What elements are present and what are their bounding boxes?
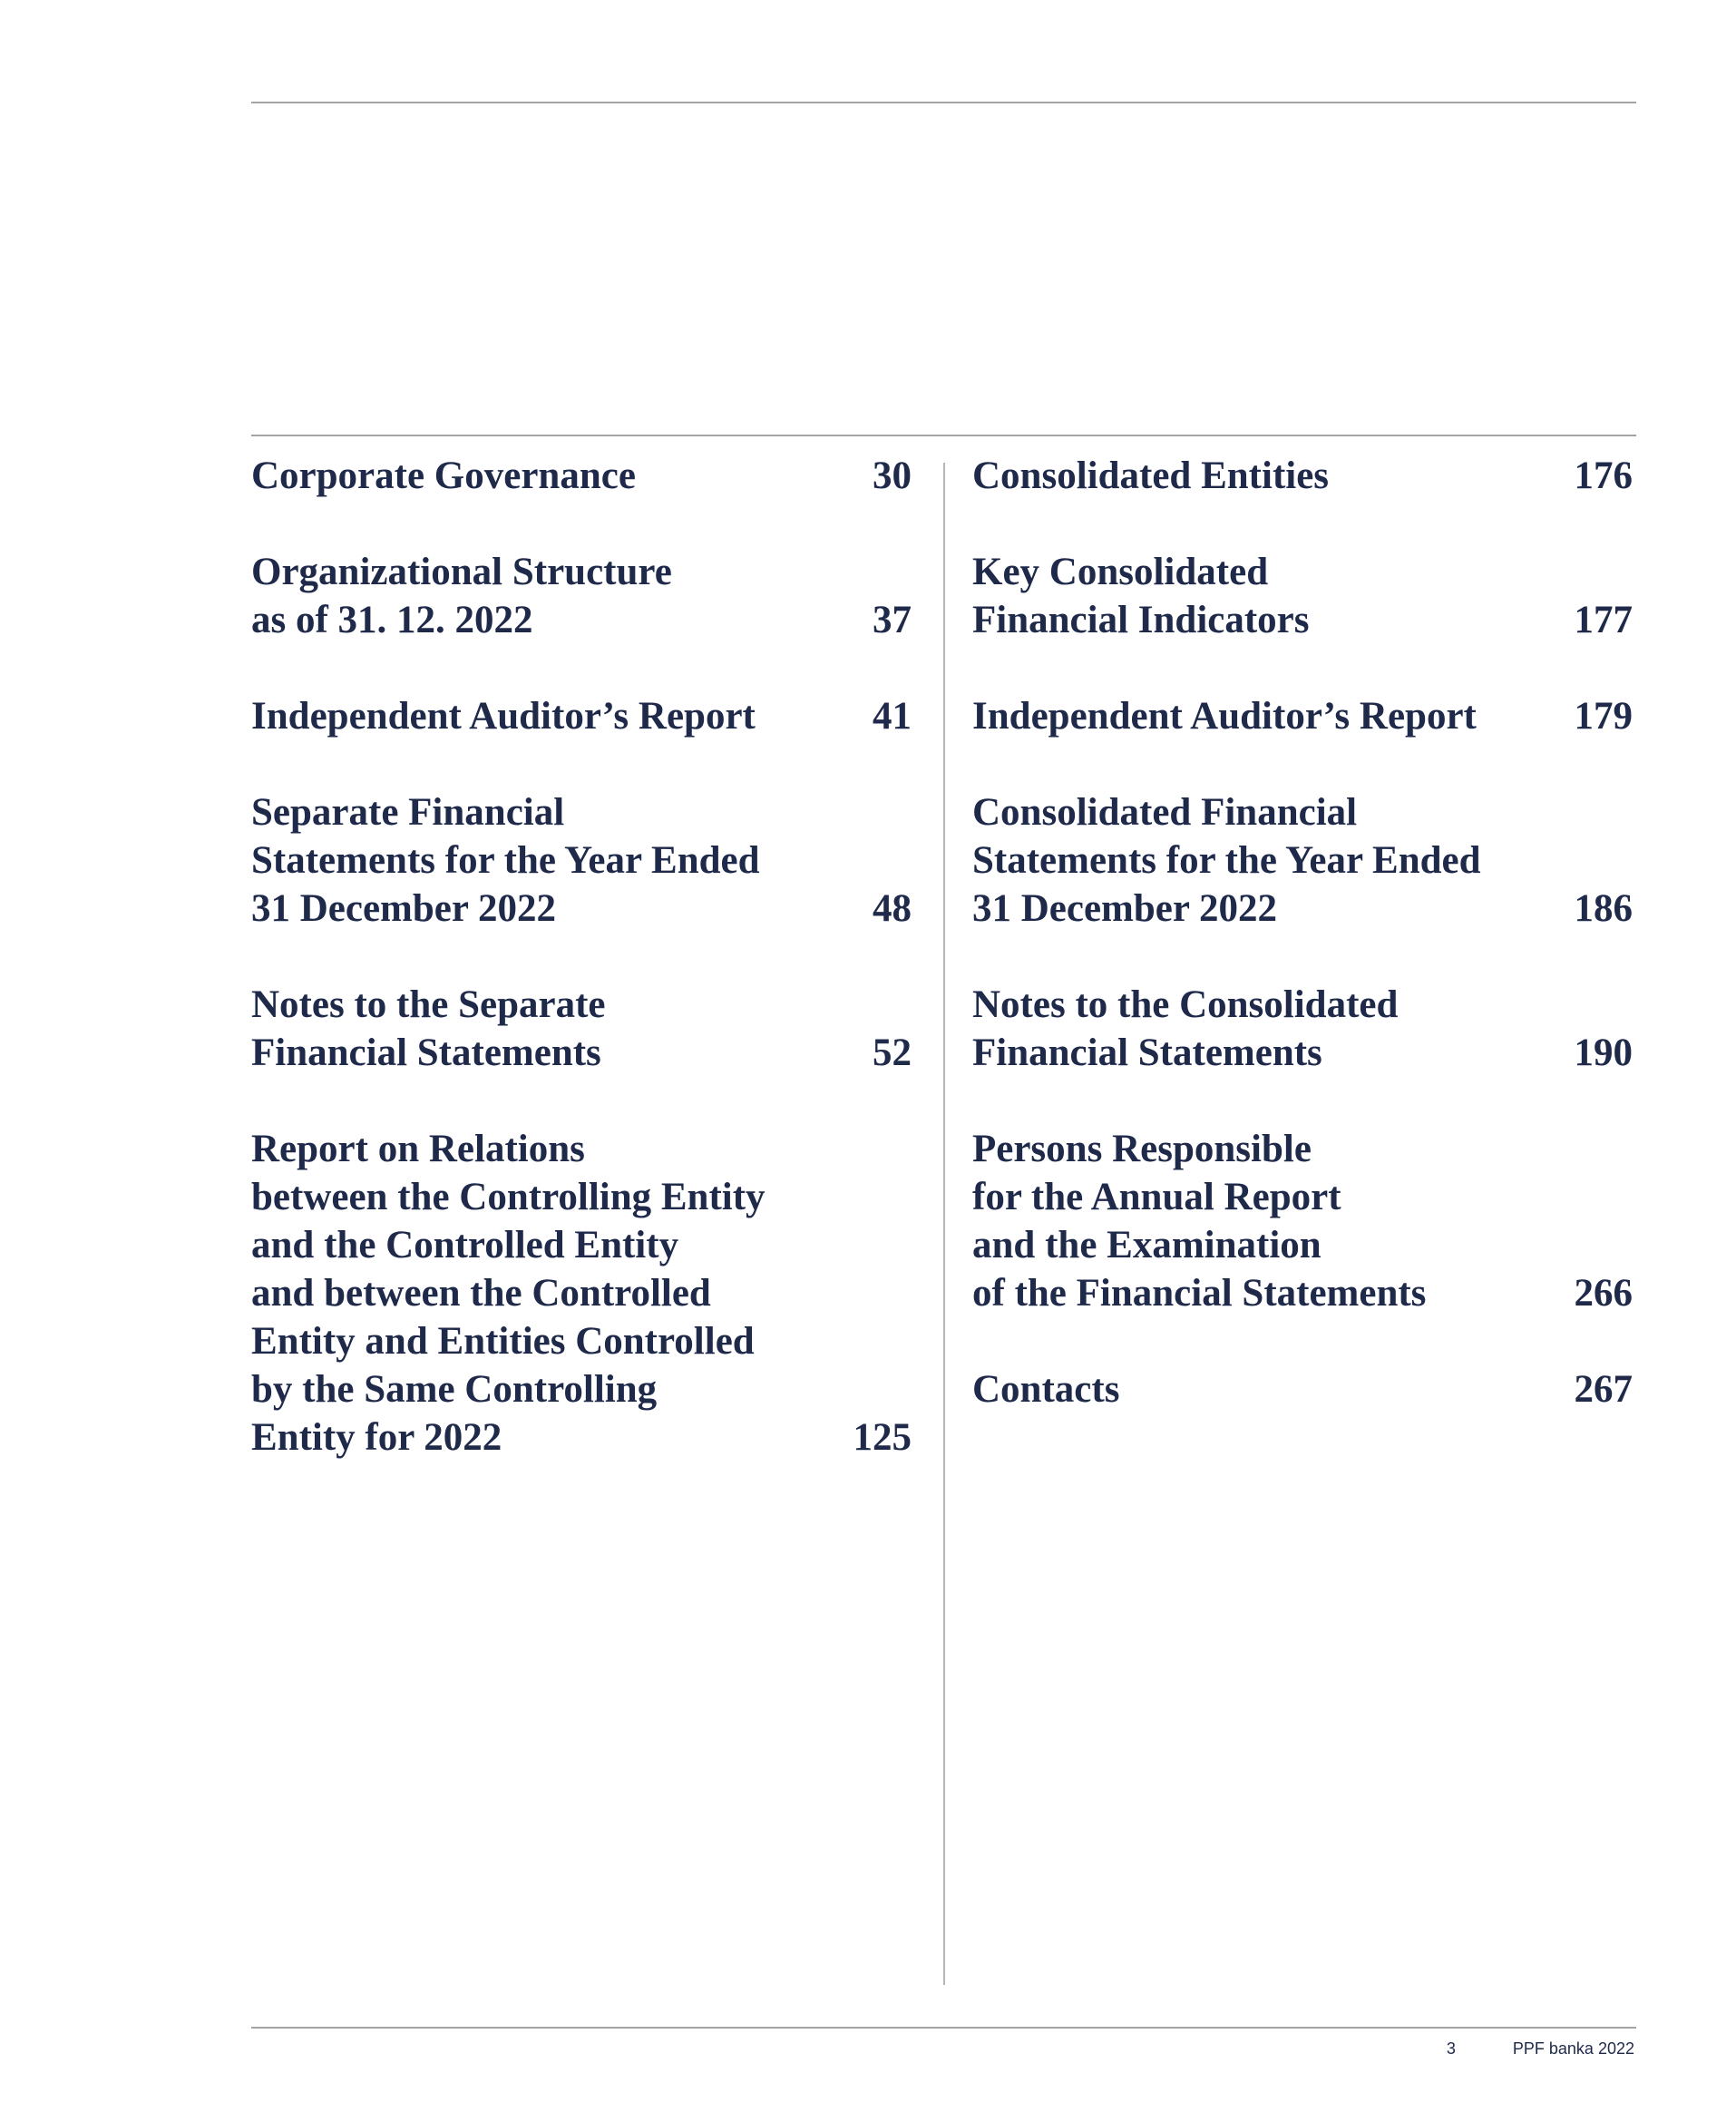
toc-entry[interactable] — [251, 981, 912, 1077]
toc-entry-page: 41 — [873, 695, 912, 738]
toc-entry-page: 125 — [853, 1416, 912, 1459]
toc-entry-title: Separate Financial Statements for the Year Ended 31 December 2022 — [251, 791, 760, 930]
toc-entry[interactable] — [251, 692, 912, 740]
toc-entry-page: 176 — [1574, 455, 1633, 497]
footer-rule — [251, 2027, 1636, 2029]
toc-entry-title: Report on Relations between the Controlling Entity and the Controlled Entity and between the Controlled Entity and Entities Controlled by the Same Controlling Entity for 2022 — [251, 1128, 766, 1459]
toc-entry-page: 190 — [1574, 1032, 1633, 1074]
top-rule — [251, 102, 1636, 103]
toc-entry-title: Key Consolidated Financial Indicators — [972, 551, 1310, 641]
toc-entry-page: 48 — [873, 887, 912, 930]
toc-entry-title: Independent Auditor’s Report — [251, 695, 756, 738]
toc-entry-title: Notes to the Consolidated Financial Statements — [972, 983, 1399, 1074]
toc-entry-title: Consolidated Financial Statements for the Year Ended 31 December 2022 — [972, 791, 1481, 930]
toc-entry[interactable] — [972, 788, 1633, 933]
toc-right-column — [972, 452, 1633, 1462]
publication-name: PPF banka 2022 — [1512, 2039, 1634, 2058]
toc-entry[interactable] — [251, 452, 912, 500]
toc-entry[interactable] — [972, 981, 1633, 1077]
toc-entry-title: Independent Auditor’s Report — [972, 695, 1477, 738]
toc-entry[interactable] — [251, 548, 912, 644]
toc-entry-title: Notes to the Separate Financial Statements — [251, 983, 606, 1074]
toc-left-column — [251, 452, 912, 1510]
contents-top-rule — [251, 435, 1636, 436]
toc-entry-page: 179 — [1574, 695, 1633, 738]
toc-entry-title: Corporate Governance — [251, 455, 636, 497]
toc-entry[interactable] — [972, 692, 1633, 740]
toc-entry-page: 267 — [1574, 1368, 1633, 1411]
toc-entry-page: 266 — [1574, 1272, 1633, 1315]
toc-entry[interactable] — [972, 1365, 1633, 1413]
toc-entry-title: Contacts — [972, 1368, 1120, 1411]
toc-entry-page: 52 — [873, 1032, 912, 1074]
toc-entry-title: Persons Responsible for the Annual Report and the Examination of the Financial Statements — [972, 1128, 1427, 1315]
toc-entry-title: Organizational Structure as of 31. 12. 2022 — [251, 551, 672, 641]
toc-entry[interactable] — [251, 788, 912, 933]
toc-entry-page: 37 — [873, 599, 912, 641]
toc-entry[interactable] — [972, 452, 1633, 500]
toc-entry[interactable] — [972, 1125, 1633, 1317]
page-footer — [1447, 2039, 1634, 2058]
toc-entry[interactable] — [251, 1125, 912, 1462]
column-divider — [943, 463, 945, 1985]
toc-entry-page: 177 — [1574, 599, 1633, 641]
page-number: 3 — [1446, 2039, 1456, 2058]
toc-entry-page: 30 — [873, 455, 912, 497]
toc-entry-title: Consolidated Entities — [972, 455, 1330, 497]
toc-entry[interactable] — [972, 548, 1633, 644]
toc-entry-page: 186 — [1574, 887, 1633, 930]
